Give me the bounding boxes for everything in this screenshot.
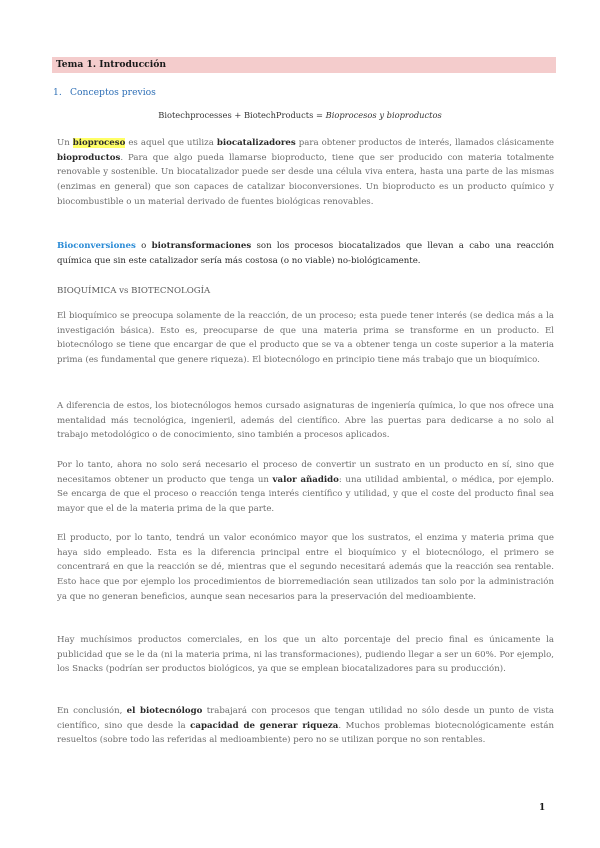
text-run: : una utilidad ambiental, o médica, por ejemplo. Se encarga de que el proceso o reacción tenga interés científico y utilidad, y que el coste del producto final sea mayor que el de la materia prima de la que parte. (57, 474, 554, 515)
text-run: Un (57, 138, 73, 148)
text-run: trabajará con procesos que tengan utilidad no sólo desde un punto de vista científico, sino que desde la (57, 706, 554, 731)
paragraph-comerciales: Hay muchísimos productos comerciales, en los que un alto porcentaje del precio final es únicamente la publicidad que se le da (ni la materia prima, ni las transformaciones), pudiendo llegar a ser un 60%. Por ejemplo, los Snacks (podrían ser productos biológicos, ya que se emplean biocatalizadores para su producción). (57, 635, 554, 675)
text-run: para obtener productos de interés, llamados clásicamente (295, 138, 555, 148)
section-label: Conceptos previos (70, 87, 156, 98)
subheading: BIOQUÍMICA vs BIOTECNOLOGÍA (57, 286, 211, 296)
text-run: es aquel que utiliza (125, 138, 217, 148)
document-title: Tema 1. Introducción (56, 59, 167, 70)
text-run: . Para que algo pueda llamarse bioproducto, tiene que ser producido con materia totalmente renovable y sostenible. Un biocatalizador puede ser desde una célula viva entera, hasta una parte de las mismas (enzimas en general) que son capaces de catalizar bioconversiones. Un bioproducto es un producto químico y biocombustible o un material derivado de fuentes biológicas renovables. (57, 152, 554, 207)
highlighted-term: bioproceso (72, 138, 126, 148)
paragraph-bioconversiones (57, 239, 554, 268)
bold-term: valor añadido (272, 474, 339, 485)
formula-line (0, 110, 600, 120)
paragraph-bioquimico: El bioquímico se preocupa solamente de la reacción, de un proceso; esta puede tener interés (se dedica más a la investigación básica). Esto es, preocuparse de que una materia prima se transforme en un producto. El biotecnólogo se tiene que encargar de que el producto que se va a obtener tenga un coste superior a la materia prima (es fundamental que genere riqueza). El biotecnólogo en principio tiene más trabajo que un bioquímico. (57, 311, 554, 366)
bold-term: bioproductos (57, 152, 121, 163)
paragraph-bioproceso (57, 136, 554, 210)
section-number: 1. (53, 87, 62, 98)
paragraph-diferencia: A diferencia de estos, los biotecnólogos hemos cursado asignaturas de ingeniería química, lo que nos ofrece una mentalidad más tecnológica, ingenieril, además del científico. Abre las puertas para dedicarse a no solo al trabajo metodológico o de conocimiento, sino también a procesos aplicados. (57, 401, 554, 441)
paragraph-conclusion (57, 704, 554, 748)
blue-term: Bioconversiones (57, 241, 136, 251)
bold-term: el biotecnólogo (126, 706, 203, 716)
section-heading (53, 87, 156, 98)
bold-term: capacidad de generar riqueza (190, 720, 339, 731)
bold-term: biocatalizadores (216, 138, 296, 148)
page-number: 1 (539, 803, 546, 813)
text-run: En conclusión, (57, 706, 127, 716)
text-run: Por lo tanto, ahora no solo será necesario el proceso de convertir un sustrato en un producto en sí, sino que necesitamos obtener un producto que tenga un (57, 460, 554, 485)
text-run: . Muchos problemas biotecnológicamente están resueltos (sobre todo las referidas al medioambiente) pero no se utilizan porque no son rentables. (57, 720, 554, 746)
formula-left: Biotechprocesses + BiotechProducts = (158, 110, 326, 120)
paragraph-producto: El producto, por lo tanto, tendrá un valor económico mayor que los sustratos, el enzima y materia prima que haya sido empleado. Esta es la diferencia principal entre el bioquímico y el biotecnólogo, el primero se concentrará en que la reacción se dé, mientras que el segundo necesitará además que la reacción sea rentable. Esto hace que por ejemplo los procedimientos de biorremediación sean utilizados tan solo por la administración ya que no generan beneficios, aunque sean necesarios para la preservación del medioambiente. (57, 533, 554, 602)
bold-term: biotransformaciones (151, 241, 252, 251)
formula-right: Bioprocesos y bioproductos (325, 110, 442, 120)
text-run: son los procesos biocatalizados que llevan a cabo una reacción química que sin este catalizador sería más costosa (o no viable) no-biológicamente. (57, 241, 554, 266)
text-run: o (135, 241, 152, 251)
paragraph-valor-anadido (57, 458, 554, 517)
